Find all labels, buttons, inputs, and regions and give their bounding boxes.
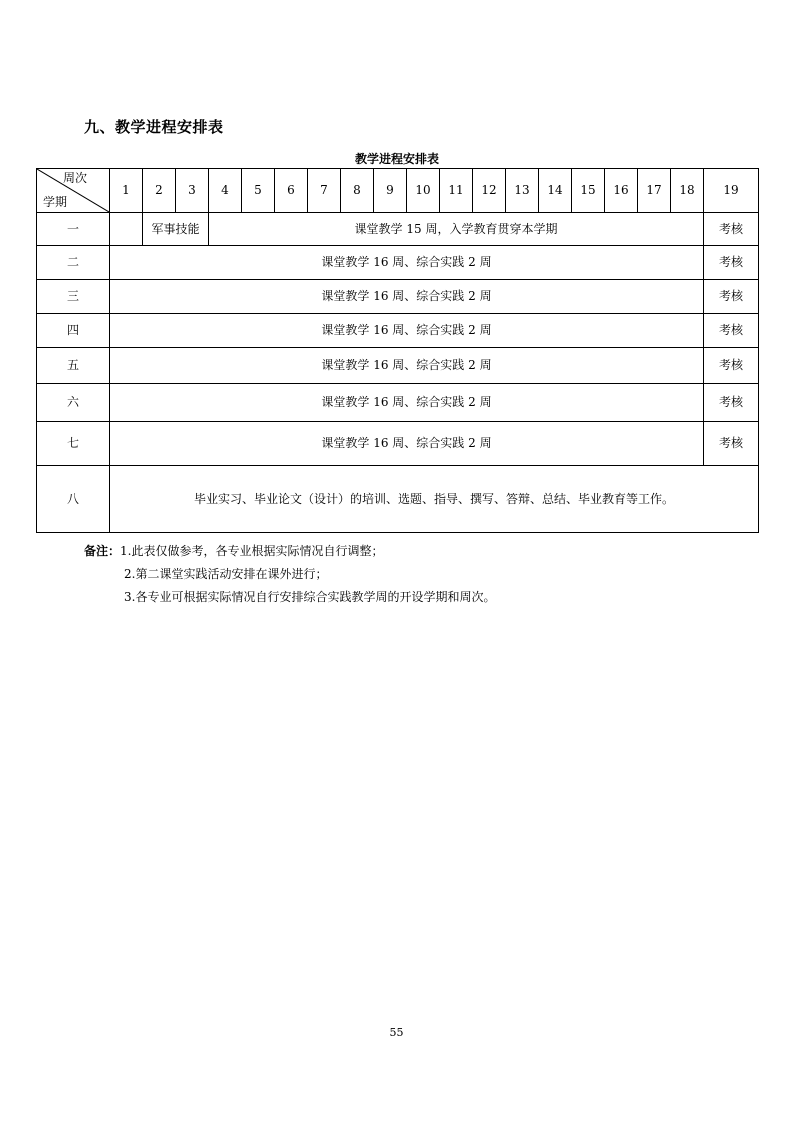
week-header: 11: [440, 169, 473, 213]
content-cell: 课堂教学 16 周、综合实践 2 周: [110, 314, 704, 348]
week-header: 9: [374, 169, 407, 213]
content-cell: 课堂教学 16 周、综合实践 2 周: [110, 348, 704, 384]
term-row-5: [37, 348, 759, 384]
week-header: 6: [275, 169, 308, 213]
term-row-6: [37, 384, 759, 422]
term-cell: 二: [37, 246, 110, 280]
week-header: 8: [341, 169, 374, 213]
term-row-3: [37, 280, 759, 314]
exam-cell: 考核: [704, 384, 759, 422]
content-cell: 课堂教学 16 周、综合实践 2 周: [110, 246, 704, 280]
term-cell: 三: [37, 280, 110, 314]
page-number: 55: [389, 1026, 404, 1039]
week-header: 18: [671, 169, 704, 213]
content-cell: 毕业实习、毕业论文（设计）的培训、选题、指导、撰写、答辩、总结、毕业教育等工作。: [110, 466, 759, 533]
content-cell: 课堂教学 15 周，入学教育贯穿本学期: [209, 213, 704, 246]
table-caption: 教学进程安排表: [354, 152, 439, 166]
week-header: 10: [407, 169, 440, 213]
notes: [84, 540, 495, 609]
exam-cell: 考核: [704, 280, 759, 314]
term-cell: 八: [37, 466, 110, 533]
header-term-label: 学期: [43, 195, 68, 209]
exam-cell: 考核: [704, 246, 759, 280]
content-cell: 课堂教学 16 周、综合实践 2 周: [110, 384, 704, 422]
header-row: [37, 169, 759, 213]
content-cell: 课堂教学 16 周、综合实践 2 周: [110, 422, 704, 466]
exam-cell: 考核: [704, 348, 759, 384]
note-item: 1.此表仅做参考，各专业根据实际情况自行调整；: [120, 544, 384, 558]
term-cell: 一: [37, 213, 110, 246]
exam-cell: 考核: [704, 314, 759, 348]
exam-cell: 考核: [704, 422, 759, 466]
military-training-cell: 军事技能: [143, 213, 209, 246]
diagonal-header-cell: [37, 169, 110, 213]
term-cell: 六: [37, 384, 110, 422]
empty-week-cell: [110, 213, 143, 246]
header-week-label: 周次: [62, 171, 87, 185]
notes-label: 备注：: [84, 544, 121, 558]
term-row-4: [37, 314, 759, 348]
week-header: 15: [572, 169, 605, 213]
term-cell: 五: [37, 348, 110, 384]
term-cell: 四: [37, 314, 110, 348]
term-row-8: [37, 466, 759, 533]
week-header: 12: [473, 169, 506, 213]
term-row-1: [37, 213, 759, 246]
week-header: 19: [704, 169, 759, 213]
term-row-2: [37, 246, 759, 280]
week-header: 4: [209, 169, 242, 213]
week-header: 16: [605, 169, 638, 213]
term-cell: 七: [37, 422, 110, 466]
schedule-table: [36, 168, 759, 533]
week-header: 1: [110, 169, 143, 213]
note-item: 3.各专业可根据实际情况自行安排综合实践教学周的开设学期和周次。: [124, 590, 496, 604]
week-header: 5: [242, 169, 275, 213]
week-header: 17: [638, 169, 671, 213]
section-heading: 九、教学进程安排表: [84, 118, 224, 136]
note-item: 2.第二课堂实践活动安排在课外进行；: [124, 567, 328, 581]
content-cell: 课堂教学 16 周、综合实践 2 周: [110, 280, 704, 314]
week-header: 14: [539, 169, 572, 213]
week-header: 3: [176, 169, 209, 213]
week-header: 2: [143, 169, 176, 213]
week-header: 13: [506, 169, 539, 213]
term-row-7: [37, 422, 759, 466]
note-line: [84, 540, 495, 563]
week-header: 7: [308, 169, 341, 213]
exam-cell: 考核: [704, 213, 759, 246]
